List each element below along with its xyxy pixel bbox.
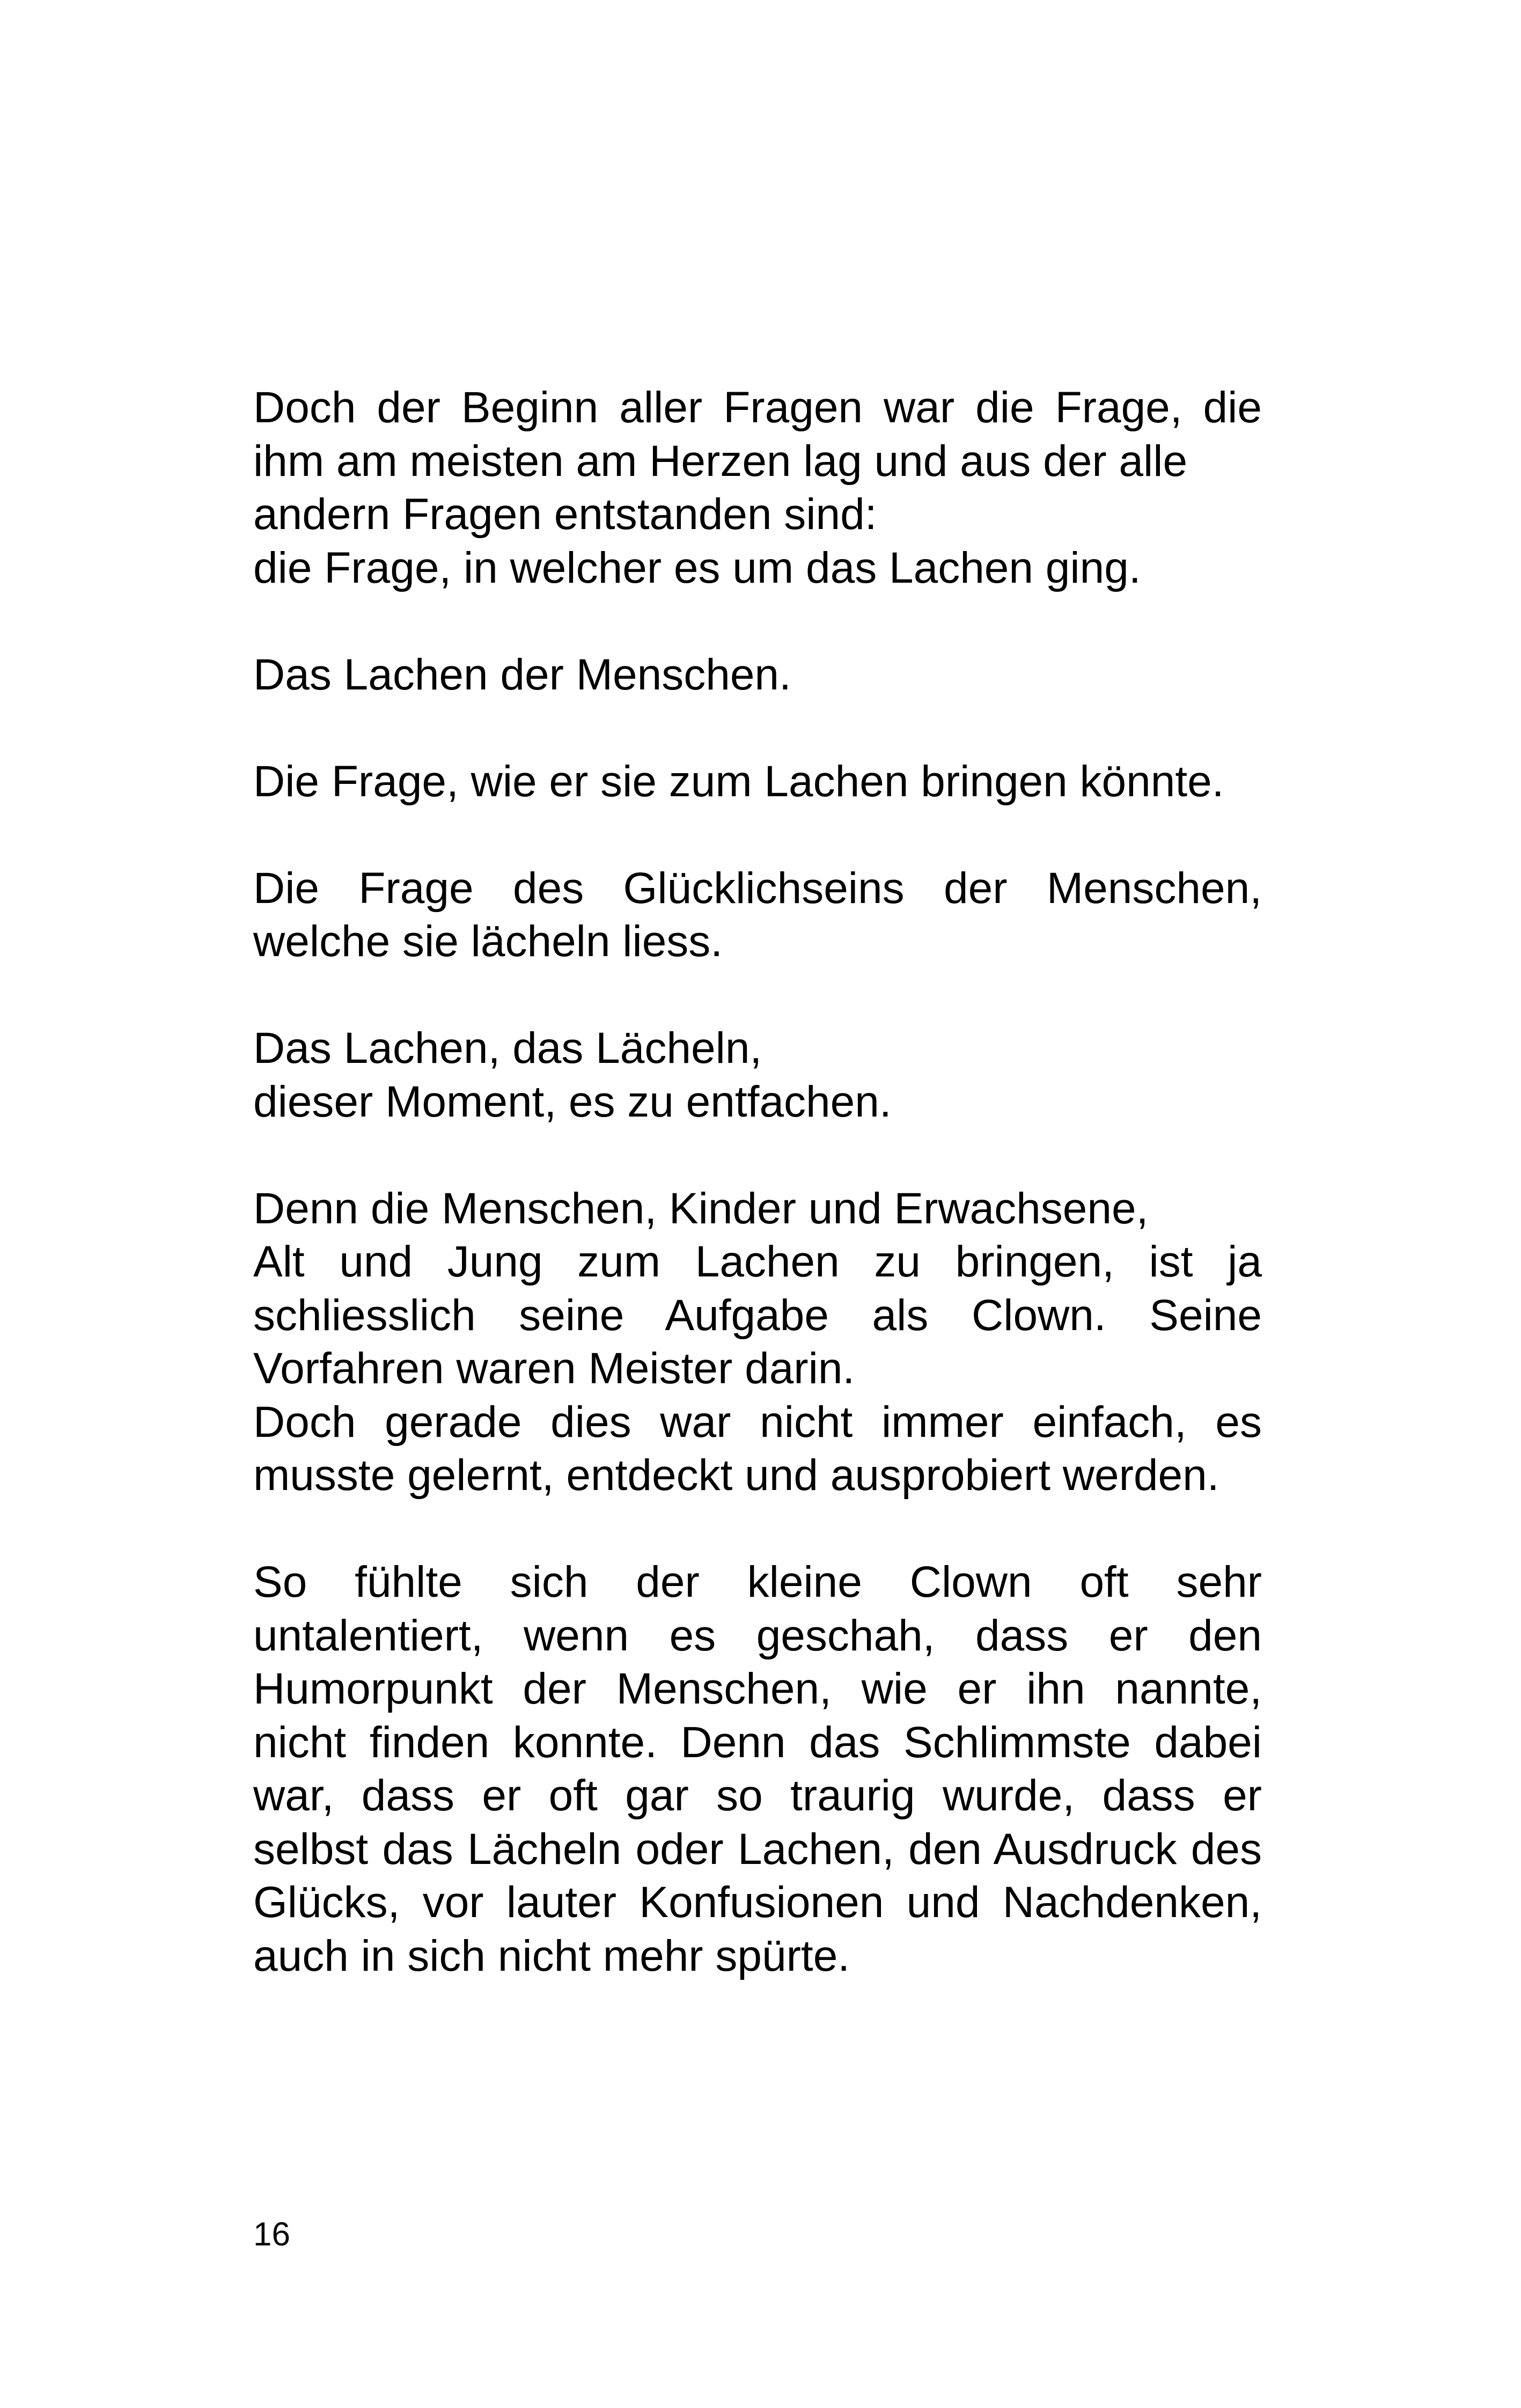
text-line: Das Lachen, das Lächeln,	[253, 1024, 762, 1073]
text-line: auch in sich nicht mehr spürte.	[253, 1931, 850, 1980]
paragraph	[253, 755, 1262, 809]
text-line: Doch gerade dies war nicht immer einfach, es	[253, 1397, 1262, 1447]
text-line: schliesslich seine Aufgabe als Clown. Seine	[253, 1290, 1262, 1340]
text-line: Das Lachen der Menschen.	[253, 650, 791, 699]
text-line: Denn die Menschen, Kinder und Erwachsene,	[253, 1184, 1149, 1233]
text-line: selbst das Lächeln oder Lachen, den Ausdruck des	[253, 1824, 1262, 1874]
paragraph	[253, 1182, 1262, 1502]
body-text	[253, 381, 1262, 1983]
text-line: andern Fragen entstanden sind:	[253, 490, 877, 539]
paragraph	[253, 381, 1262, 594]
text-line: Doch der Beginn aller Fragen war die Frage, die	[253, 383, 1262, 432]
page-number: 16	[253, 2216, 290, 2253]
text-line: Humorpunkt der Menschen, wie er ihn nannte,	[253, 1664, 1262, 1713]
text-line: dieser Moment, es zu entfachen.	[253, 1077, 892, 1126]
text-line: welche sie lächeln liess.	[253, 917, 723, 966]
text-line: Vorfahren waren Meister darin.	[253, 1344, 855, 1393]
paragraph	[253, 862, 1262, 968]
text-line: die Frage, in welcher es um das Lachen ging.	[253, 543, 1141, 592]
text-line: Glücks, vor lauter Konfusionen und Nachdenken,	[253, 1878, 1262, 1927]
paragraph	[253, 648, 1262, 702]
text-line: Die Frage, wie er sie zum Lachen bringen könnte.	[253, 757, 1224, 806]
paragraph	[253, 1555, 1262, 1983]
text-line: ihm am meisten am Herzen lag und aus der alle	[253, 436, 1188, 486]
text-line: nicht finden konnte. Denn das Schlimmste dabei	[253, 1717, 1262, 1767]
paragraph	[253, 1022, 1262, 1128]
text-line: So fühlte sich der kleine Clown oft sehr	[253, 1558, 1262, 1606]
text-line: Die Frage des Glücklichseins der Menschen,	[253, 863, 1262, 913]
text-line: musste gelernt, entdeckt und ausprobiert werden.	[253, 1451, 1219, 1500]
text-line: war, dass er oft gar so traurig wurde, dass er	[253, 1771, 1262, 1820]
text-line: Alt und Jung zum Lachen zu bringen, ist ja	[253, 1237, 1262, 1286]
text-line: untalentiert, wenn es geschah, dass er den	[253, 1611, 1262, 1660]
